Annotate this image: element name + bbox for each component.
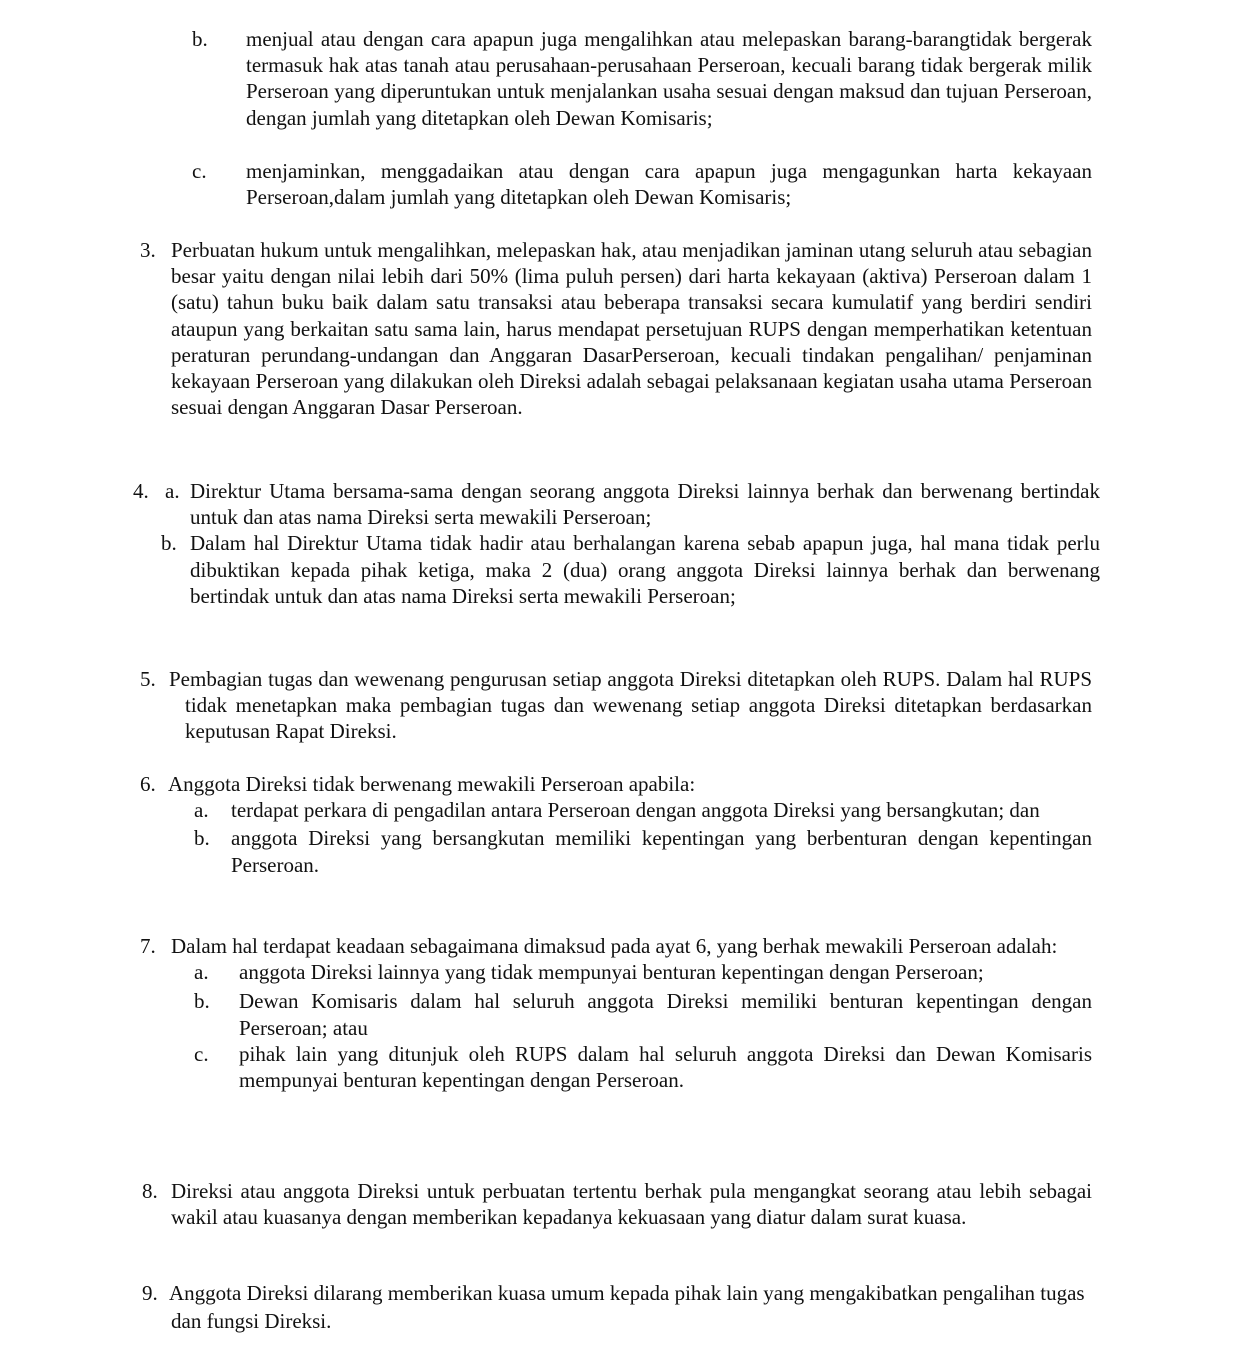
item-6-marker: 6.: [140, 772, 156, 796]
item-4-marker: 4.: [133, 479, 149, 503]
item-9-marker: 9.: [142, 1281, 158, 1305]
item-7-c-marker: c.: [194, 1041, 209, 1066]
item-7-marker: 7.: [140, 934, 156, 958]
item-9-text: Anggota Direksi dilarang memberikan kuasa umum kepada pihak lain yang mengakibatkan pengalihan tugas dan fungsi Direksi.: [169, 1281, 1085, 1333]
item-3: [140, 237, 1092, 420]
item-7-a-text: anggota Direksi lainnya yang tidak mempunyai benturan kepentingan dengan Perseroan;: [239, 960, 984, 985]
item-5-text: Pembagian tugas dan wewenang pengurusan setiap anggota Direksi ditetapkan oleh RUPS. Dalam hal RUPS tidak menetapkan maka pembagian tugas dan wewenang setiap anggota Direksi ditetapkan berdasarkan keputusan Rapat Direksi.: [169, 667, 1092, 744]
item-8-marker: 8.: [142, 1179, 158, 1203]
item-5-marker: 5.: [140, 667, 156, 691]
item-6-b-marker: b.: [194, 826, 210, 851]
item-4-b-marker: b.: [161, 531, 177, 556]
item-4: [133, 478, 1100, 609]
item-6-a-text: terdapat perkara di pengadilan antara Perseroan dengan anggota Direksi yang bersangkutan; dan: [231, 798, 1040, 823]
item-6: [140, 771, 1092, 878]
item-3-text: Perbuatan hukum untuk mengalihkan, melepaskan hak, atau menjadikan jaminan utang seluruh atau sebagian besar yaitu dengan nilai lebih dari 50% (lima puluh persen) dari harta kekayaan (aktiva) Perseroan dalam 1 (satu) tahun buku baik dalam satu transaksi atau beberapa transaksi secara kumulatif yang berdiri sendiri ataupun yang berkaitan satu sama lain, harus mendapat persetujuan RUPS dengan memperhatikan ketentuan peraturan perundang-undangan dan Anggaran DasarPerseroan, kecuali tindakan pengalihan/ penjaminan kekayaan Perseroan yang dilakukan oleh Direksi adalah sebagai pelaksanaan kegiatan usaha utama Perseroan sesuai dengan Anggaran Dasar Perseroan.: [171, 238, 1092, 420]
subitem-b-text: menjual atau dengan cara apapun juga mengalihkan atau melepaskan barang-barangtidak bergerak termasuk hak atas tanah atau perusahaan-perusahaan Perseroan, kecuali barang tidak bergerak milik Perseroan yang diperuntukan untuk menjalankan usaha sesuai dengan maksud dan tujuan Perseroan, dengan jumlah yang ditetapkan oleh Dewan Komisaris;: [246, 27, 1092, 130]
subitem-c-text: menjaminkan, menggadaikan atau dengan cara apapun juga mengagunkan harta kekayaan Perseroan,dalam jumlah yang ditetapkan oleh Dewan Komisaris;: [246, 159, 1092, 210]
item-8: [142, 1178, 1092, 1230]
item-6-text: Anggota Direksi tidak berwenang mewakili Perseroan apabila:: [168, 772, 696, 796]
item-9: [142, 1279, 1092, 1335]
item-7-c-text: pihak lain yang ditunjuk oleh RUPS dalam hal seluruh anggota Direksi dan Dewan Komisaris mempunyai benturan kepentingan dengan Perseroan.: [239, 1041, 1092, 1093]
item-4-a-marker: a.: [165, 479, 180, 503]
subitem-c: [192, 158, 1092, 210]
item-4-b-text: Dalam hal Direktur Utama tidak hadir atau berhalangan karena sebab apapun juga, hal mana tidak perlu dibuktikan kepada pihak ketiga, maka 2 (dua) orang anggota Direksi lainnya berhak dan berwenang bertindak untuk dan atas nama Direksi serta mewakili Perseroan;: [190, 531, 1100, 608]
subitem-b: [192, 26, 1092, 131]
subitem-b-marker: b.: [192, 27, 208, 51]
item-8-text: Direksi atau anggota Direksi untuk perbuatan tertentu berhak pula mengangkat seorang atau lebih sebagai wakil atau kuasanya dengan memberikan kepadanya kekuasaan yang diatur dalam surat kuasa.: [171, 1179, 1092, 1230]
item-5: [140, 666, 1092, 745]
item-7-b-text: Dewan Komisaris dalam hal seluruh anggota Direksi memiliki benturan kepentingan dengan Perseroan; atau: [239, 989, 1092, 1040]
subitem-c-marker: c.: [192, 159, 207, 183]
item-4-a-text: Direktur Utama bersama-sama dengan seorang anggota Direksi lainnya berhak dan berwenang bertindak untuk dan atas nama Direksi serta mewakili Perseroan;: [190, 479, 1100, 530]
item-7: [140, 933, 1092, 1093]
item-7-b-marker: b.: [194, 989, 210, 1014]
item-7-a-marker: a.: [194, 960, 209, 985]
item-7-text: Dalam hal terdapat keadaan sebagaimana dimaksud pada ayat 6, yang berhak mewakili Perseroan adalah:: [171, 934, 1058, 958]
item-3-marker: 3.: [140, 238, 156, 262]
item-6-b-text: anggota Direksi yang bersangkutan memiliki kepentingan yang berbenturan dengan kepentingan Perseroan.: [231, 826, 1092, 877]
item-6-a-marker: a.: [194, 798, 209, 823]
